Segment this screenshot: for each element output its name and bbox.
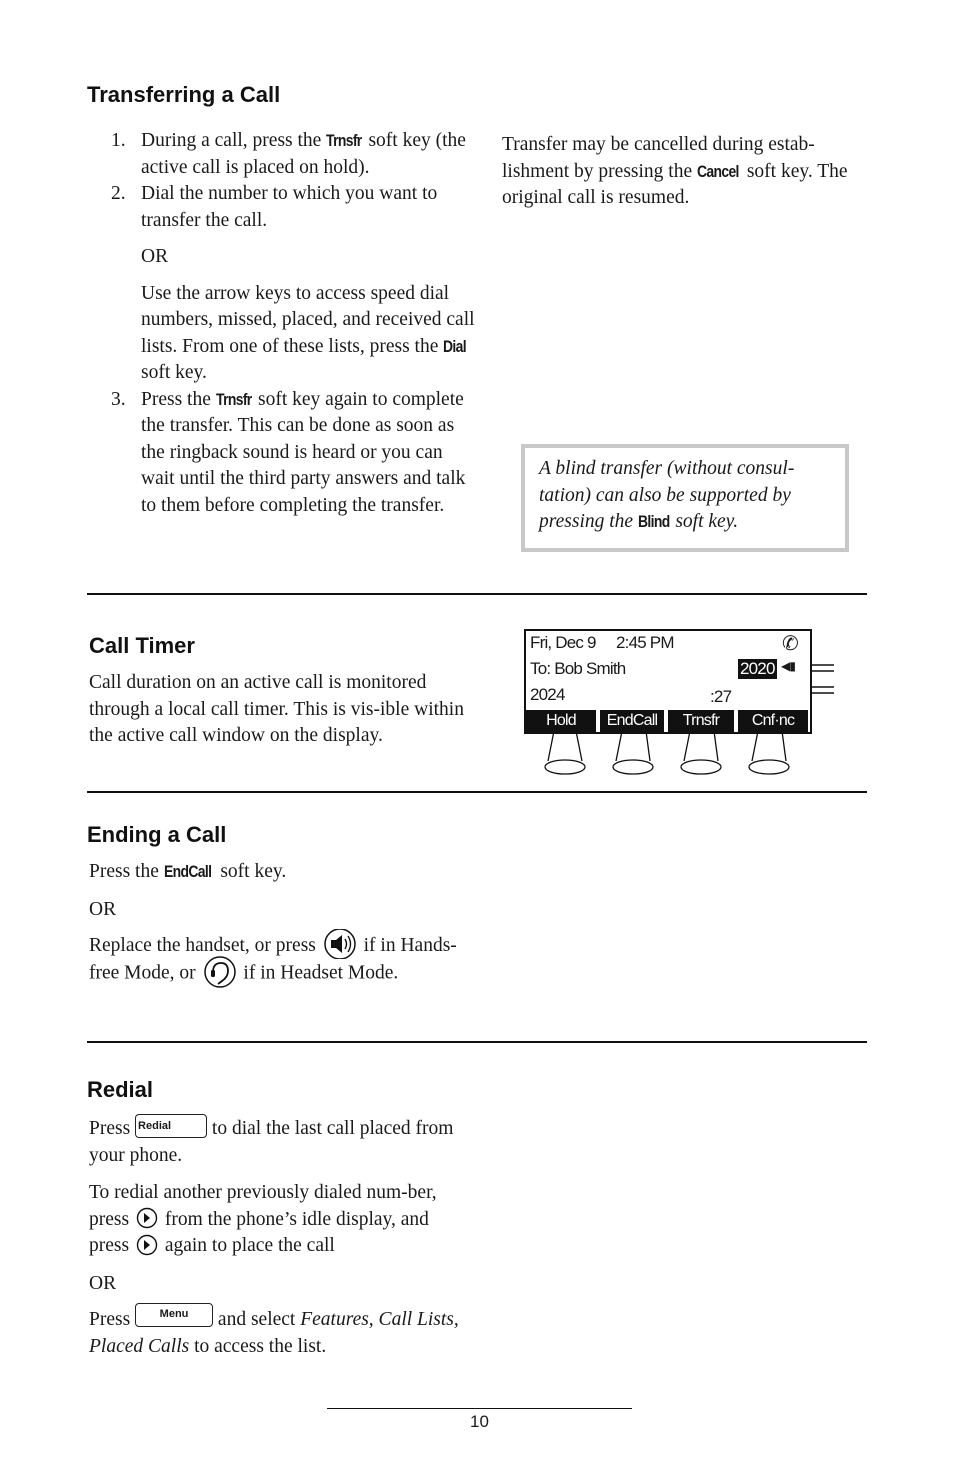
- step-text: Use the arrow keys to access speed dial numbers, missed, placed, and received call lists. From one of these lists, press the: [141, 282, 475, 357]
- text: from the phone’s idle display, and press: [89, 1208, 429, 1256]
- transfer-side-note: [502, 132, 857, 212]
- lcd-line-highlight: 2020: [740, 659, 775, 678]
- lcd-timer: :27: [710, 687, 732, 706]
- speaker-icon: [323, 929, 357, 959]
- section-heading-redial: Redial: [87, 1077, 154, 1102]
- menu-button-label: Menu: [159, 1307, 189, 1320]
- step-text-alt: [141, 281, 476, 387]
- transfer-steps: [111, 128, 476, 519]
- lcd-time: 2:45 PM: [616, 633, 674, 652]
- text: To redial another previously dialed num-ber, press: [89, 1182, 437, 1230]
- handset-icon: ✆: [782, 633, 798, 655]
- timer-text: Call duration on an active call is monitored through a local call timer. This is vis-ible within the active call window on the display.: [89, 672, 464, 746]
- step-number: 2.: [111, 183, 126, 204]
- softkey-hold[interactable]: Hold: [526, 710, 596, 732]
- lcd-line: 2024: [530, 685, 565, 704]
- step-text: Dial the number to which you want to transfer the call.: [141, 183, 438, 231]
- ending-p2: [89, 933, 469, 988]
- softkey-label: Dial: [443, 336, 467, 356]
- redial-p2: [89, 1180, 469, 1260]
- redial-button: [135, 1114, 207, 1138]
- or-label: OR: [141, 246, 169, 267]
- softkey-endcall[interactable]: EndCall: [600, 710, 664, 732]
- side-text: Transfer may be cancelled during estab-lishment by pressing the: [502, 134, 815, 182]
- redial-p3: [89, 1307, 469, 1360]
- blind-transfer-note: [521, 444, 849, 552]
- step-number: 3.: [111, 388, 126, 410]
- section-heading-transfer: Transferring a Call: [87, 82, 281, 107]
- divider: [87, 593, 867, 595]
- headset-icon: [203, 956, 237, 988]
- step-text: Press the: [141, 388, 216, 410]
- softkey-trnsfr[interactable]: Trnsfr: [668, 710, 734, 732]
- softkey-label: Cancel: [696, 161, 739, 181]
- step-text: soft key (the active call is placed on hold).: [141, 130, 466, 178]
- softkey-label: Trnsfr: [326, 131, 362, 150]
- softkey-cnfrnc[interactable]: Cnf·nc: [738, 710, 808, 732]
- text: if in Headset Mode.: [238, 961, 399, 983]
- step-text: soft key.: [141, 362, 207, 383]
- list-item: [111, 181, 476, 387]
- softkey-buttons-diagram: [524, 655, 844, 777]
- note-text: soft key.: [670, 511, 739, 532]
- ending-text: [89, 859, 469, 988]
- text: soft key.: [215, 861, 287, 882]
- right-arrow-key-icon: [136, 1234, 158, 1256]
- redial-p1: [89, 1116, 469, 1169]
- softkey-label: Trnsfr: [215, 389, 252, 409]
- text: Press: [89, 1118, 136, 1139]
- lcd-date: Fri, Dec 9: [530, 633, 596, 652]
- side-text: soft key. The original call is resumed.: [502, 160, 848, 208]
- softkey-label: EndCall: [163, 862, 212, 881]
- lcd-caller: To: Bob Smith: [530, 659, 626, 678]
- text: Replace the handset, or press: [89, 935, 321, 956]
- footer-rule: [327, 1408, 632, 1409]
- redial-text: [89, 1116, 469, 1360]
- text: again to place the call: [159, 1235, 335, 1256]
- divider: [87, 1041, 867, 1043]
- list-item: [111, 128, 476, 181]
- audio-icon: ◀▮: [781, 659, 796, 673]
- note-text: A blind transfer (without consul-tation) can also be supported by pressing the: [539, 458, 795, 532]
- menu-button: [135, 1303, 213, 1327]
- step-number: 1.: [111, 130, 126, 151]
- text: if in Hands-free Mode, or: [89, 935, 457, 983]
- menu-path: Features, Call Lists, Placed Calls: [89, 1309, 459, 1357]
- or-label: OR: [89, 1272, 117, 1294]
- text: and select: [213, 1309, 301, 1330]
- text: Press: [89, 1309, 136, 1330]
- section-heading-timer: Call Timer: [89, 633, 195, 658]
- list-item: [111, 387, 476, 520]
- step-text: During a call, press the: [141, 130, 327, 151]
- divider: [87, 791, 867, 793]
- text: to dial the last call placed from your phone.: [89, 1118, 454, 1166]
- ending-p1: [89, 859, 469, 886]
- or-label: OR: [89, 898, 117, 920]
- page-number: 10: [470, 1412, 489, 1431]
- softkey-label: Blind: [637, 512, 670, 531]
- text: to access the list.: [189, 1335, 327, 1357]
- section-heading-ending: Ending a Call: [87, 822, 227, 847]
- text: Press the: [89, 861, 164, 882]
- right-arrow-key-icon: [136, 1207, 158, 1229]
- redial-button-label: Redial: [138, 1119, 172, 1132]
- step-text: soft key again to complete the transfer. This can be done as soon as the ringback sound is heard or you can wait until the third party answers and talk to them before completing the transfer.: [141, 388, 466, 516]
